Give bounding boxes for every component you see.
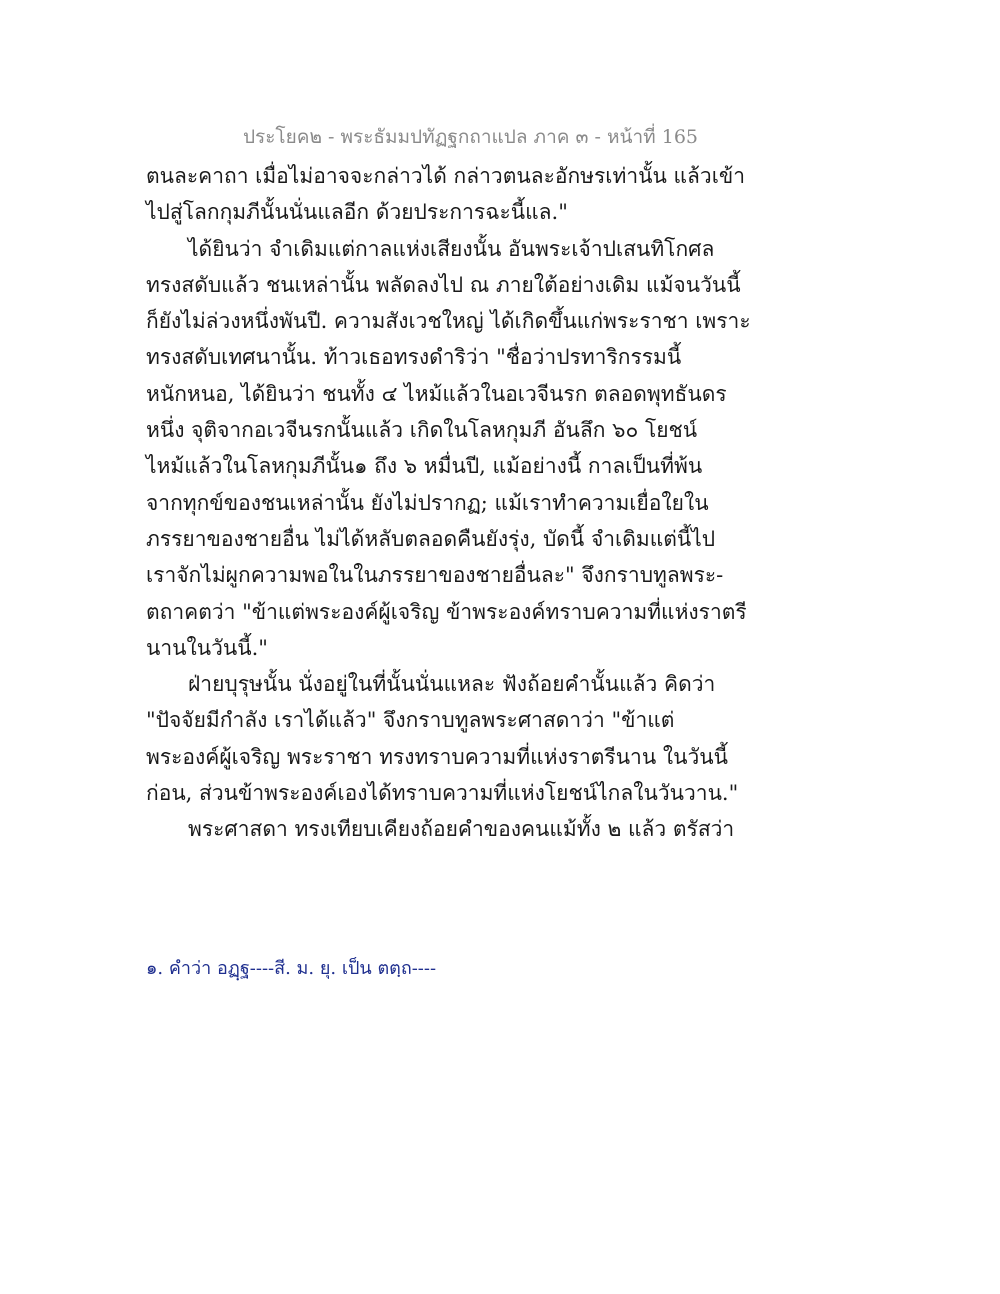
text-line: ทรงสดับเทศนานั้น. ท้าวเธอทรงดำริว่า "ชื่อว่าปรทาริกรรมนี้ [146, 345, 682, 370]
text-line: ไหม้แล้วในโลหกุมภีนั้น๑ ถึง ๖ หมื่นปี, แม้อย่างนี้ กาลเป็นที่พ้น [146, 454, 703, 479]
running-header: ประโยค๒ - พระธัมมปทัฏฐกถาแปล ภาค ๓ - หน้าที่ 165 [242, 126, 698, 148]
text-line: จากทุกข์ของชนเหล่านั้น ยังไม่ปรากฏ; แม้เราทำความเยื่อใยใน [146, 490, 709, 515]
text-line: ก่อน, ส่วนข้าพระองค์เองได้ทราบความที่แห่งโยชน์ไกลในวันวาน." [146, 781, 739, 806]
text-line: หนักหนอ, ได้ยินว่า ชนทั้ง ๔ ไหม้แล้วในอเวจีนรก ตลอดพุทธันดร [146, 381, 727, 406]
text-line: ภรรยาของชายอื่น ไม่ได้หลับตลอดคืนยังรุ่ง, บัดนี้ จำเดิมแต่นี้ไป [146, 526, 716, 551]
text-line: หนึ่ง จุติจากอเวจีนรกนั้นแล้ว เกิดในโลหกุมภี อันลึก ๖๐ โยชน์ [146, 418, 698, 443]
footnote: ๑. คำว่า อฏฺฐ----สี. ม. ยุ. เป็น ตตฺถ---- [146, 958, 437, 979]
text-line: "ปัจจัยมีกำลัง เราได้แล้ว" จึงกราบทูลพระศาสดาว่า "ข้าแต่ [146, 708, 675, 733]
body-text [146, 158, 751, 848]
paragraph-start-line: ได้ยินว่า จำเดิมแต่กาลแห่งเสียงนั้น อันพระเจ้าปเสนทิโกศล [188, 236, 715, 261]
paragraph-start-line: ฝ่ายบุรุษนั้น นั่งอยู่ในที่นั้นนั่นแหละ ฟังถ้อยคำนั้นแล้ว คิดว่า [188, 672, 716, 697]
text-line: ตถาคตว่า "ข้าแต่พระองค์ผู้เจริญ ข้าพระองค์ทราบความที่แห่งราตรี [146, 599, 747, 624]
paragraph-start-line: พระศาสดา ทรงเทียบเคียงถ้อยคำของคนแม้ทั้ง ๒ แล้ว ตรัสว่า [188, 817, 735, 842]
text-line: ไปสู่โลกกุมภีนั้นนั่นแลอีก ด้วยประการฉะนี้แล." [146, 200, 568, 225]
text-line: ทรงสดับแล้ว ชนเหล่านั้น พลัดลงไป ณ ภายใต้อย่างเดิม แม้จนวันนี้ [146, 272, 741, 297]
text-line: เราจักไม่ผูกความพอในในภรรยาของชายอื่นละ" จึงกราบทูลพระ- [146, 563, 724, 588]
text-line: นานในวันนี้." [146, 635, 268, 660]
text-line: ตนละคาถา เมื่อไม่อาจจะกล่าวได้ กล่าวตนละอักษรเท่านั้น แล้วเข้า [146, 164, 746, 188]
text-line: พระองค์ผู้เจริญ พระราชา ทรงทราบความที่แห่งราตรีนาน ในวันนี้ [146, 744, 728, 769]
text-line: ก็ยังไม่ล่วงหนึ่งพันปี. ความสังเวชใหญ่ ได้เกิดขึ้นแก่พระราชา เพราะ [146, 309, 751, 334]
